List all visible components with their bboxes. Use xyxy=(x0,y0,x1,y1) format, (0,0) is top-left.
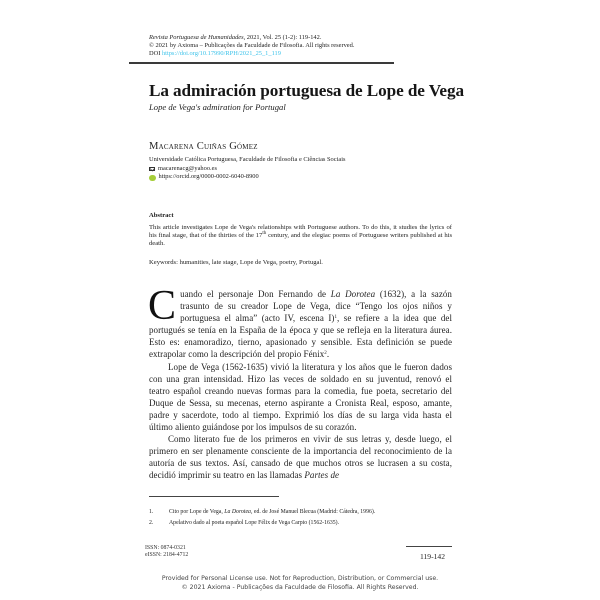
text-run: . xyxy=(326,349,330,360)
article-subtitle: Lope de Vega's admiration for Portugal xyxy=(149,102,286,112)
footnote-number: 1. xyxy=(149,509,154,515)
paragraph: Lope de Vega (1562-1635) vivió la literatura y los años que le fueron dados con una gran intensidad. Hizo las veces de soldado en su juventud, renovó el teatro español creando nuevas formas para la comedia, fue poeta, secretario del Duque de Sessa, su mecenas, eterno aspirante a Cronista Real, esposo, amante, padre y sacerdote, todo al tiempo. Exprimió los días de su larga vida hasta el último aliento guiándose por los impulsos de su corazón. xyxy=(149,361,452,433)
text-run: (1632), a la sazón trasunto de su creador Lope de Vega, dice “Tengo los ojos niños y portuguesa el alma” (acto IV, escena I) xyxy=(180,289,452,324)
doi-line xyxy=(149,50,409,58)
footnotes xyxy=(149,507,459,529)
envelope-icon xyxy=(149,167,155,172)
author-name: Macarena Cuiñas Gómez xyxy=(149,141,258,152)
author-info xyxy=(149,156,345,182)
abstract-part: This article investigates Lope de Vega's relationships with Portuguese authors. To do this, it studies the lyrics of his final stage, that of the thirties of the 17 xyxy=(149,224,452,240)
footnote-ref[interactable]: 1 xyxy=(334,315,338,321)
orcid-row xyxy=(149,173,345,182)
text-run: , ed. de José Manuel Blecua (Madrid: Cátedra, 1996). xyxy=(250,509,376,515)
text-run: Cito por Lope de Vega, xyxy=(169,509,225,515)
superscript: th xyxy=(262,231,267,237)
page-range: 119-142 xyxy=(420,552,446,561)
doi-label: DOI xyxy=(149,50,161,58)
article-title: La admiración portuguesa de Lope de Vega xyxy=(149,81,464,100)
author-email[interactable]: macarenacg@yahoo.es xyxy=(158,164,217,172)
issn-block xyxy=(145,545,188,559)
keywords: Keywords: humanities, late stage, Lope de Vega, poetry, Portugal. xyxy=(149,259,323,266)
footnote xyxy=(149,518,459,529)
abstract-text xyxy=(149,224,452,249)
license-line: Provided for Personal License use. Not for Reproduction, Distribution, or Commercial use. xyxy=(161,575,439,582)
license-line: © 2021 Axioma - Publicações da Faculdade de Filosofia. All Rights Reserved. xyxy=(181,584,419,591)
issn: ISSN: 0874-0321 xyxy=(145,545,186,551)
citation-line xyxy=(149,34,409,42)
text-run: uando el personaje Don Fernando de xyxy=(180,289,331,299)
abstract-heading: Abstract xyxy=(149,212,174,219)
footnote-number: 2. xyxy=(149,519,154,526)
italic-title: Partes de xyxy=(304,470,340,481)
footnote-divider xyxy=(149,496,279,497)
footnote-ref[interactable]: 2 xyxy=(324,351,327,357)
abstract-part: century, and the elegiac poems of Portuguese writers published at his death. xyxy=(149,232,453,248)
journal-header xyxy=(149,34,409,59)
body-text xyxy=(148,283,453,482)
paragraph xyxy=(148,283,453,361)
header-divider xyxy=(129,62,394,64)
drop-cap: C xyxy=(148,283,177,329)
footnote xyxy=(149,507,459,518)
page-range-divider xyxy=(406,546,452,547)
citation-details: , 2021, Vol. 25 (1-2): 119-142. xyxy=(243,34,322,41)
copyright-line: © 2021 by Axioma – Publicações da Faculdade de Filosofia. All rights reserved. xyxy=(149,42,355,50)
email-row xyxy=(149,165,345,174)
license-notice xyxy=(0,574,600,592)
text-run: Como literato fue de los primeros en vivir de sus letras y, desde luego, el primero en ser plenamente consciente de la importancia del reconocimiento de la autoría de sus textos. Así, cansado de que muchos otros se lucrasen a su costa, decidió imprimir su teatro en las llamadas xyxy=(149,434,452,481)
doi-link[interactable]: https://doi.org/10.17990/RPH/2021_25_1_119 xyxy=(161,50,281,58)
italic-title: La Dorotea xyxy=(224,509,251,515)
journal-name: Revista Portuguesa de Humanidades xyxy=(149,34,244,41)
orcid-link[interactable]: https://orcid.org/0000-0002-6040-8900 xyxy=(158,173,259,181)
text-run: , se refiere a la idea que del portugués se tenía en la España de la época y que se refleja en la literatura áurea. Esto es: enamoradizo, tierno, apasionado y sensible. Esta definición se puede extrapolar como la descripción del propio Fénix xyxy=(149,313,453,360)
italic-title: La Dorotea xyxy=(330,289,376,299)
eissn: eISSN: 2184-4712 xyxy=(145,552,189,558)
paragraph xyxy=(149,433,452,481)
orcid-icon xyxy=(149,175,156,182)
text-run: Apelativo dado al poeta español Lope Félix de Vega Carpio (1562-1635). xyxy=(169,519,340,526)
affiliation: Universidade Católica Portuguesa, Faculdade de Filosofia e Ciências Sociais xyxy=(149,156,346,163)
